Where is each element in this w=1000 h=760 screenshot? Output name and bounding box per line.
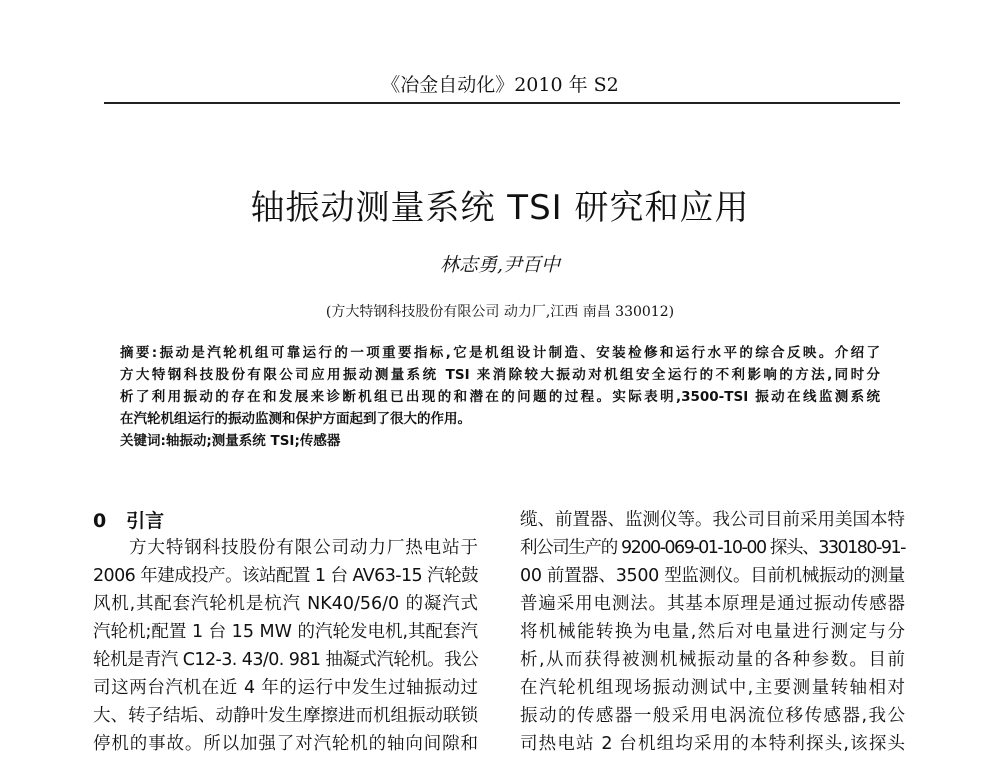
body-line: 汽轮机;配置 1 台 15 MW 的汽轮发电机,其配套汽: [93, 622, 478, 642]
body-line: 轮机是青汽 C12-3. 43/0. 981 抽凝式汽轮机。我公: [93, 650, 478, 670]
body-line: 在汽轮机组现场振动测试中,主要测量转轴相对: [520, 678, 905, 698]
authors: 林志勇,尹百中: [439, 254, 561, 276]
journal-header: 《冶金自动化》2010 年 S2: [381, 74, 619, 96]
abstract-line: 析了利用振动的存在和发展来诊断机组已出现的和潜在的问题的过程。实际表明,3500-TSI 振动在线监测系统: [120, 389, 880, 405]
paper-title: 轴振动测量系统 TSI 研究和应用: [250, 188, 750, 228]
body-line: 风机,其配套汽轮机是杭汽 NK40/56/0 的凝汽式: [93, 594, 478, 614]
body-line: 大、转子结垢、动静叶发生摩擦进而机组振动联锁: [93, 706, 478, 726]
body-line: 利公司生产的 9200-069-01-10-00 探头、330180-91-: [520, 538, 905, 558]
body-line: 司这两台汽机在近 4 年的运行中发生过轴振动过: [93, 678, 478, 698]
section-heading: 0 引言: [93, 510, 165, 532]
abstract-line: 方大特钢科技股份有限公司应用振动测量系统 TSI 来消除较大振动对机组安全运行的不利影响的方法,同时分: [120, 367, 880, 383]
header-rule: [104, 102, 900, 104]
body-line: 缆、前置器、监测仪等。我公司目前采用美国本特: [520, 510, 905, 530]
body-line: 方大特钢科技股份有限公司动力厂热电站于: [129, 538, 478, 558]
body-line: 析,从而获得被测机械振动量的各种参数。目前: [520, 650, 905, 670]
affiliation: (方大特钢科技股份有限公司 动力厂,江西 南昌 330012): [325, 304, 675, 320]
body-line: 00 前置器、3500 型监测仪。目前机械振动的测量: [520, 566, 905, 586]
keywords: 关键词:轴振动;测量系统 TSI;传感器: [120, 433, 341, 449]
body-line: 普遍采用电测法。其基本原理是通过振动传感器: [520, 594, 905, 614]
abstract-line: 在汽轮机组运行的振动监测和保护方面起到了很大的作用。: [120, 411, 471, 427]
body-line: 振动的传感器一般采用电涡流位移传感器,我公: [520, 706, 905, 726]
body-line: 司热电站 2 台机组均采用的本特利探头,该探头: [520, 734, 905, 754]
body-line: 停机的事故。所以加强了对汽轮机的轴向间隙和: [93, 734, 478, 754]
body-line: 将机械能转换为电量,然后对电量进行测定与分: [520, 622, 905, 642]
body-line: 2006 年建成投产。该站配置 1 台 AV63-15 汽轮鼓: [93, 566, 478, 586]
abstract-line: 摘要:振动是汽轮机组可靠运行的一项重要指标,它是机组设计制造、安装检修和运行水平的综合反映。介绍了: [120, 345, 880, 361]
